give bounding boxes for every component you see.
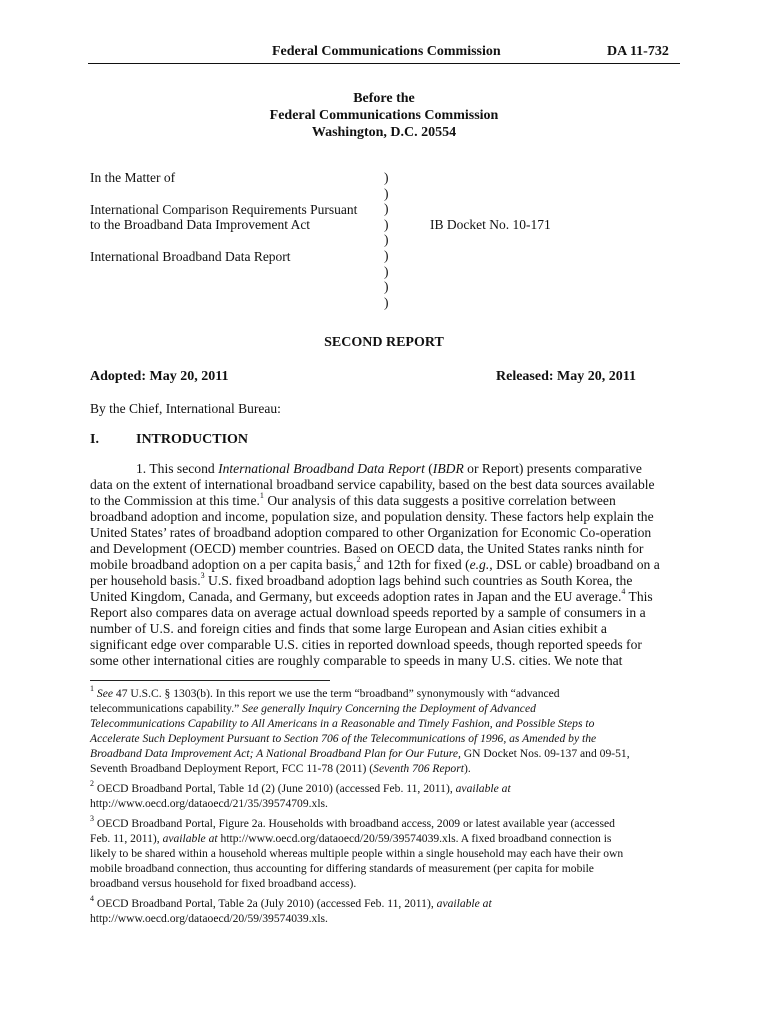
paren-mark: ) — [384, 201, 389, 217]
footnote-2: $^2$ OECD Broadband Portal, Table 1d (2) (June 2010) (accessed Feb. 11, 2011), available at — [90, 779, 511, 795]
paragraph-line: mobile broadband adoption on a per capita basis,$^2$ and 12th for fixed (e.g., DSL or cable) broadband on a — [90, 555, 660, 572]
paragraph-line: United States’ rates of broadband adoption compared to other Organization for Economic Co-operation — [90, 525, 652, 540]
footnote-ref: 3 — [200, 571, 205, 581]
paren-mark: ) — [384, 216, 389, 232]
report-title: SECOND REPORT — [324, 335, 444, 350]
adopted-date: Adopted: May 20, 2011 — [90, 369, 229, 384]
footnote-line: Feb. 11, 2011), available at http://www.oecd.org/dataoecd/20/59/39574039.xls. A fixed broadband connection is — [90, 832, 612, 845]
paragraph-line: Report also compares data on average actual download speeds reported by a sample of consumers in a — [90, 605, 646, 620]
paragraph-line: 1. This second International Broadband Data Report (IBDR or Report) presents comparative — [136, 461, 642, 476]
section-title: INTRODUCTION — [136, 432, 249, 447]
paren-mark: ) — [384, 247, 389, 263]
footnote-separator — [90, 680, 330, 681]
section-number: I. — [90, 432, 99, 447]
paragraph-line: per household basis.$^3$ U.S. fixed broadband adoption lags behind such countries as South Korea, the — [90, 571, 633, 588]
footnote-line: likely to be shared within a household whereas multiple people within a single household may each have their own — [90, 847, 624, 860]
paren-mark: ) — [384, 294, 389, 310]
footnote-line: Seventh Broadband Deployment Report, FCC 11-78 (2011) (Seventh 706 Report). — [90, 762, 471, 775]
matter-item-1-line-2: to the Broadband Data Improvement Act — [90, 217, 311, 232]
paren-mark: ) — [384, 185, 389, 201]
paragraph-line: number of U.S. and foreign cities and finds that some large European and Asian cities exhibit a — [90, 621, 607, 636]
in-the-matter-label: In the Matter of — [90, 170, 176, 185]
paren-mark: ) — [384, 232, 389, 248]
paragraph-line: significant edge over comparable U.S. cities in reported download speeds, though reported speeds for — [90, 637, 642, 652]
footnote-line: mobile broadband connection, thus accounting for differing standards of measurement (per capita for mobile — [90, 862, 594, 875]
matter-item-2: International Broadband Data Report — [90, 249, 291, 264]
released-date: Released: May 20, 2011 — [496, 369, 636, 384]
footnote-line: Broadband Data Improvement Act; A National Broadband Plan for Our Future, GN Docket Nos. 09-137 and 09-51, — [90, 747, 630, 760]
footnote-3: $^3$ OECD Broadband Portal, Figure 2a. Households with broadband access, 2009 or latest available year (accessed — [90, 814, 615, 830]
caption-block — [88, 90, 680, 141]
paragraph-line: to the Commission at this time.$^1$ Our analysis of this data suggests a positive correlation between — [90, 491, 616, 508]
footnote-line: telecommunications capability.” See generally Inquiry Concerning the Deployment of Advanced — [90, 702, 536, 715]
footnote-link[interactable]: http://www.oecd.org/dataoecd/20/59/39574039.xls. — [90, 912, 328, 925]
caption-parentheses — [384, 170, 389, 310]
paren-mark: ) — [384, 170, 389, 185]
footnote-ref: 1 — [259, 491, 264, 501]
paren-mark: ) — [384, 263, 389, 279]
caption-line-2: Federal Communications Commission — [269, 108, 499, 123]
footnote-link[interactable]: http://www.oecd.org/dataoecd/21/35/39574709.xls. — [90, 797, 328, 810]
footnote-ref: 4 — [621, 587, 626, 597]
footnote-line: Accelerate Such Deployment Pursuant to Section 706 of the Telecommunications of 1996, as Amended by the — [90, 732, 597, 745]
paragraph-line: United Kingdom, Canada, and Germany, but exceeds adoption rates in Japan and the EU average.$^4$ This — [90, 587, 653, 604]
header-agency: Federal Communications Commission — [272, 44, 501, 59]
header-doc-number: DA 11-732 — [607, 44, 669, 59]
footnote-ref: 2 — [356, 555, 361, 565]
footnote-4: $^4$ OECD Broadband Portal, Table 2a (July 2010) (accessed Feb. 11, 2011), available at — [90, 894, 492, 910]
paragraph-line: some other international cities are roughly comparable to speeds in many U.S. cities. We note that — [90, 653, 623, 668]
matter-item-1-line-1: International Comparison Requirements Pursuant — [90, 202, 358, 217]
footnote-1: $^1$ See 47 U.S.C. § 1303(b). In this report we use the term “broadband” synonymously with “advanced — [90, 684, 560, 700]
paragraph-line: broadband adoption and income, population size, and population density. These factors help explain the — [90, 509, 654, 524]
caption-line-3: Washington, D.C. 20554 — [311, 125, 457, 140]
paragraph-line: and Development (OECD) member countries. Based on OECD data, the United States ranks ninth for — [90, 541, 644, 556]
paren-mark: ) — [384, 279, 389, 295]
footnote-line: Telecommunications Capability to All Americans in a Reasonable and Timely Fashion, and Possible Steps to — [90, 717, 595, 730]
docket-number: IB Docket No. 10-171 — [430, 217, 551, 232]
header-rule — [88, 63, 680, 64]
paragraph-line: data on the extent of international broadband service capability, based on the best data sources available — [90, 477, 655, 492]
caption-line-1: Before the — [353, 91, 415, 106]
by-line: By the Chief, International Bureau: — [90, 401, 281, 416]
footnote-line: broadband versus household for fixed broadband access). — [90, 877, 357, 890]
